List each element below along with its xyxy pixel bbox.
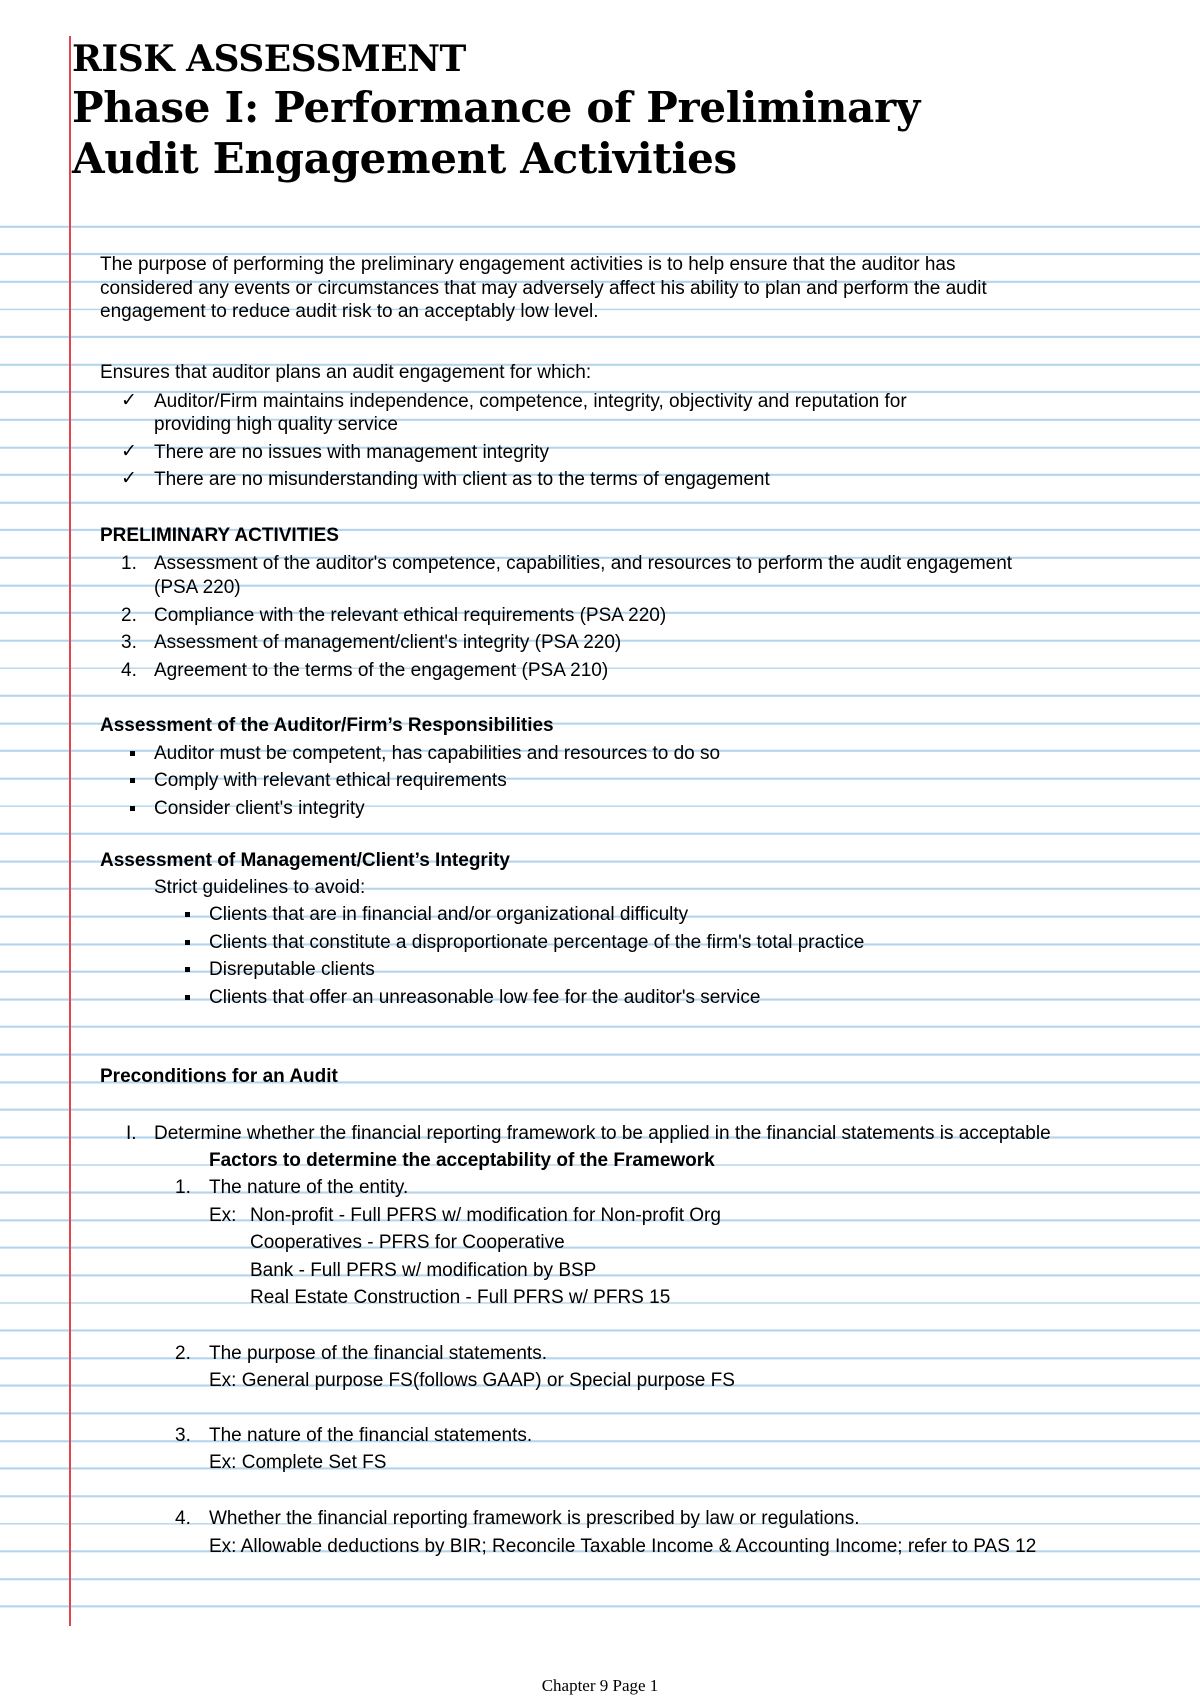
ensures-item-2: There are no issues with management integrity <box>154 442 549 463</box>
factor-2-example: Ex: General purpose FS(follows GAAP) or Special purpose FS <box>209 1370 735 1391</box>
list-number: 3. <box>175 1425 191 1446</box>
square-bullet-icon <box>130 778 135 783</box>
factor-3-text: The nature of the financial statements. <box>209 1425 533 1446</box>
factor-1-example-4: Real Estate Construction - Full PFRS w/ PFRS 15 <box>250 1287 671 1308</box>
square-bullet-icon <box>130 806 135 811</box>
check-icon: ✓ <box>121 390 137 411</box>
factor-1-example-3: Bank - Full PFRS w/ modification by BSP <box>250 1260 597 1281</box>
ensures-item-1-line1: Auditor/Firm maintains independence, competence, integrity, objectivity and reputation for <box>154 391 907 412</box>
intro-line-1: The purpose of performing the preliminary engagement activities is to help ensure that the auditor has <box>100 254 956 275</box>
factor-1-example-1: Non-profit - Full PFRS w/ modification for Non-profit Org <box>250 1205 721 1226</box>
intro-line-3: engagement to reduce audit risk to an acceptably low level. <box>100 301 599 322</box>
factor-4-example: Ex: Allowable deductions by BIR; Reconcile Taxable Income & Accounting Income; refer to PAS 12 <box>209 1536 1037 1557</box>
intro-line-2: considered any events or circumstances that may adversely affect his ability to plan and perform the audit <box>100 278 987 299</box>
client-integrity-item-4: Clients that offer an unreasonable low fee for the auditor's service <box>209 987 761 1008</box>
square-bullet-icon <box>185 940 190 945</box>
client-integrity-item-1: Clients that are in financial and/or organizational difficulty <box>209 904 689 925</box>
client-integrity-lead: Strict guidelines to avoid: <box>154 877 366 898</box>
factor-1-ex-label: Ex: <box>209 1205 237 1226</box>
auditor-resp-item-1: Auditor must be competent, has capabilities and resources to do so <box>154 743 721 764</box>
list-number: 1. <box>121 553 137 574</box>
title-block <box>72 38 1172 184</box>
factors-heading: Factors to determine the acceptability of the Framework <box>209 1150 715 1171</box>
preconditions-heading: Preconditions for an Audit <box>100 1066 338 1087</box>
preliminary-heading: PRELIMINARY ACTIVITIES <box>100 525 339 546</box>
ensures-item-3: There are no misunderstanding with client as to the terms of engagement <box>154 469 770 490</box>
square-bullet-icon <box>185 967 190 972</box>
client-integrity-heading: Assessment of Management/Client’s Integrity <box>100 850 511 871</box>
ensures-lead: Ensures that auditor plans an audit engagement for which: <box>100 362 592 383</box>
roman-numeral: I. <box>126 1123 137 1144</box>
auditor-resp-item-2: Comply with relevant ethical requirements <box>154 770 507 791</box>
list-number: 4. <box>175 1508 191 1529</box>
square-bullet-icon <box>185 912 190 917</box>
preliminary-item-2: Compliance with the relevant ethical requirements (PSA 220) <box>154 605 667 626</box>
page-footer: Chapter 9 Page 1 <box>541 1676 659 1695</box>
square-bullet-icon <box>130 751 135 756</box>
title-risk-assessment: RISK ASSESSMENT <box>72 38 466 80</box>
list-number: 2. <box>175 1343 191 1364</box>
client-integrity-item-3: Disreputable clients <box>209 959 375 980</box>
list-number: 2. <box>121 605 137 626</box>
preliminary-item-1-line1: Assessment of the auditor's competence, capabilities, and resources to perform the audit engagement <box>154 553 1013 574</box>
ensures-item-1-line2: providing high quality service <box>154 414 398 435</box>
auditor-resp-item-3: Consider client's integrity <box>154 798 365 819</box>
factor-1-text: The nature of the entity. <box>209 1177 409 1198</box>
list-number: 3. <box>121 632 137 653</box>
preconditions-main: Determine whether the financial reporting framework to be applied in the financial statements is acceptable <box>154 1123 1051 1144</box>
check-icon: ✓ <box>121 468 137 489</box>
check-icon: ✓ <box>121 441 137 462</box>
list-number: 1. <box>175 1177 191 1198</box>
square-bullet-icon <box>185 995 190 1000</box>
client-integrity-item-2: Clients that constitute a disproportionate percentage of the firm's total practice <box>209 932 865 953</box>
preliminary-item-3: Assessment of management/client's integrity (PSA 220) <box>154 632 622 653</box>
factor-3-example: Ex: Complete Set FS <box>209 1452 387 1473</box>
title-phase-line2: Audit Engagement Activities <box>72 134 737 184</box>
factor-1-example-2: Cooperatives - PFRS for Cooperative <box>250 1232 565 1253</box>
preliminary-item-4: Agreement to the terms of the engagement (PSA 210) <box>154 660 609 681</box>
factor-2-text: The purpose of the financial statements. <box>209 1343 547 1364</box>
list-number: 4. <box>121 660 137 681</box>
title-phase-line1: Phase I: Performance of Preliminary <box>72 82 920 132</box>
red-margin-line <box>69 36 71 1626</box>
preliminary-item-1-line2: (PSA 220) <box>154 577 241 598</box>
factor-4-text: Whether the financial reporting framework is prescribed by law or regulations. <box>209 1508 860 1529</box>
auditor-resp-heading: Assessment of the Auditor/Firm’s Responsibilities <box>100 715 554 736</box>
